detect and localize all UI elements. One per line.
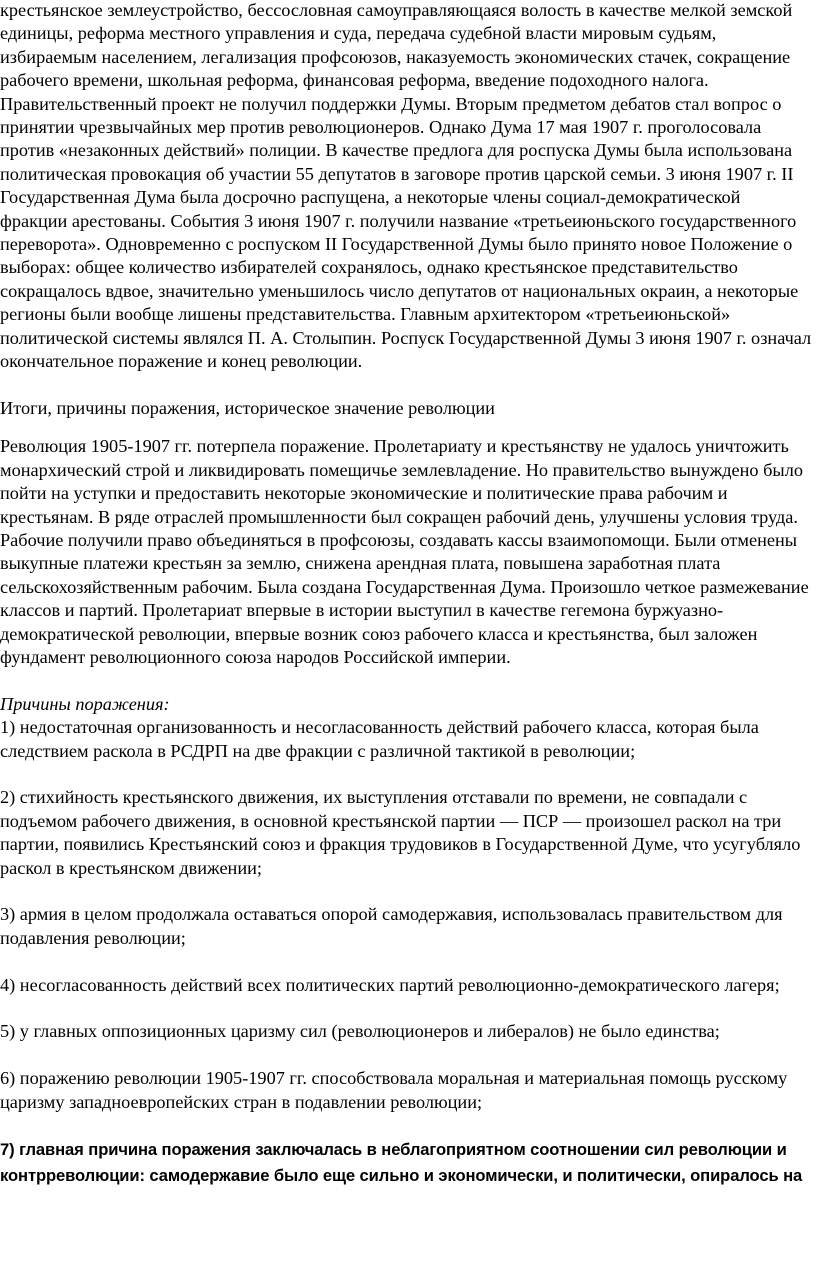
cause-item-6: 6) поражению революции 1905-1907 гг. способствовала моральная и материальная помощь русскому царизму западноевропейских стран в подавлении революции; xyxy=(0,1068,788,1112)
causes-heading: Причины поражения: xyxy=(0,693,170,714)
intro-paragraph: крестьянское землеустройство, бессословная самоуправляющаяся волость в качестве мелкой земской единицы, реформа местного управления и суда, передача судебной власти мировым судьям, избираемым населением, легализация профсоюзов, наказуемость экономических стачек, сокращение рабочего времени, школьная реформа, финансовая реформа, введение подоходного налога. Правительственный проект не получил поддержки Думы. Вторым предметом дебатов стал вопрос о принятии чрезвычайных мер против революционеров. Однако Дума 17 мая 1907 г. проголосовала против «незаконных действий» полиции. В качестве предлога для роспуска Думы была использована политическая провокация об участии 55 депутатов в заговоре против царской семьи. 3 июня 1907 г. II Государственная Дума была досрочно распущена, а некоторые члены социал-демократической фракции арестованы. События 3 июня 1907 г. получили название «третьеиюньского государственного переворота». Одновременно с роспуском II Государственной Думы было принято новое Положение о выборах: общее количество избирателей сохранялось, однако крестьянское представительство сокращалось вдвое, значительно уменьшилось число депутатов от национальных окраин, а некоторые регионы были вообще лишены представительства. Главным архитектором «третьеиюньской» политической системы являлся П. А. Столыпин. Роспуск Государственной Думы 3 июня 1907 г. означал окончательное поражение и конец революции. xyxy=(0,0,812,372)
spacer xyxy=(0,669,812,692)
results-paragraph: Революция 1905-1907 гг. потерпела поражение. Пролетариату и крестьянству не удалось уничтожить монархический строй и ликвидировать помещичье землевладение. Но правительство вынуждено было пойти на уступки и предоставить некоторые экономические и политические права рабочим и крестьянам. В ряде отраслей промышленности был сокращен рабочий день, улучшены условия труда. Рабочие получили право объединяться в профсоюзы, создавать кассы взаимопомощи. Были отменены выкупные платежи крестьян за землю, снижена арендная плата, повышена заработная плата сельскохозяйственным рабочим. Была создана Государственная Дума. Произошло четкое размежевание классов и партий. Пролетариат впервые в истории выступил в качестве гегемона буржуазно-демократической революции, впервые возник союз рабочего класса и крестьянства, был заложен фундамент революционного союза народов Российской империи. xyxy=(0,436,809,667)
cause-item-3: 3) армия в целом продолжала оставаться опорой самодержавия, использовалась правительством для подавления революции; xyxy=(0,904,783,948)
section-heading: Итоги, причины поражения, историческое значение революции xyxy=(0,397,495,418)
cause-item-2: 2) стихийность крестьянского движения, их выступления отставали по времени, не совпадали с подъемом рабочего движения, в основной крестьянской партии — ПСР — произошел раскол на три партии, появились Крестьянский союз и фракция трудовиков в Государственной Думе, что усугубляло раскол в крестьянском движении; xyxy=(0,787,801,878)
cause-item-4: 4) несогласованность действий всех политических партий революционно-демократического лагеря; xyxy=(0,974,780,995)
spacer xyxy=(0,1114,812,1137)
cause-item-1: 1) недостаточная организованность и несогласованность действий рабочего класса, которая была следствием раскола в РСДРП на две фракции с различной тактикой в революции; xyxy=(0,717,759,761)
spacer xyxy=(0,763,812,786)
spacer xyxy=(0,950,812,973)
spacer xyxy=(0,374,812,397)
spacer xyxy=(0,880,812,903)
spacer xyxy=(0,420,812,435)
spacer xyxy=(0,1044,812,1067)
cause-item-5: 5) у главных оппозиционных царизму сил (революционеров и либералов) не было единства; xyxy=(0,1021,720,1042)
spacer xyxy=(0,997,812,1020)
main-cause-paragraph: 7) главная причина поражения заключалась в неблагоприятном соотношении сил революции и контрреволюции: самодержавие было еще сильно и экономически, и политически, опиралось на xyxy=(0,1140,803,1186)
